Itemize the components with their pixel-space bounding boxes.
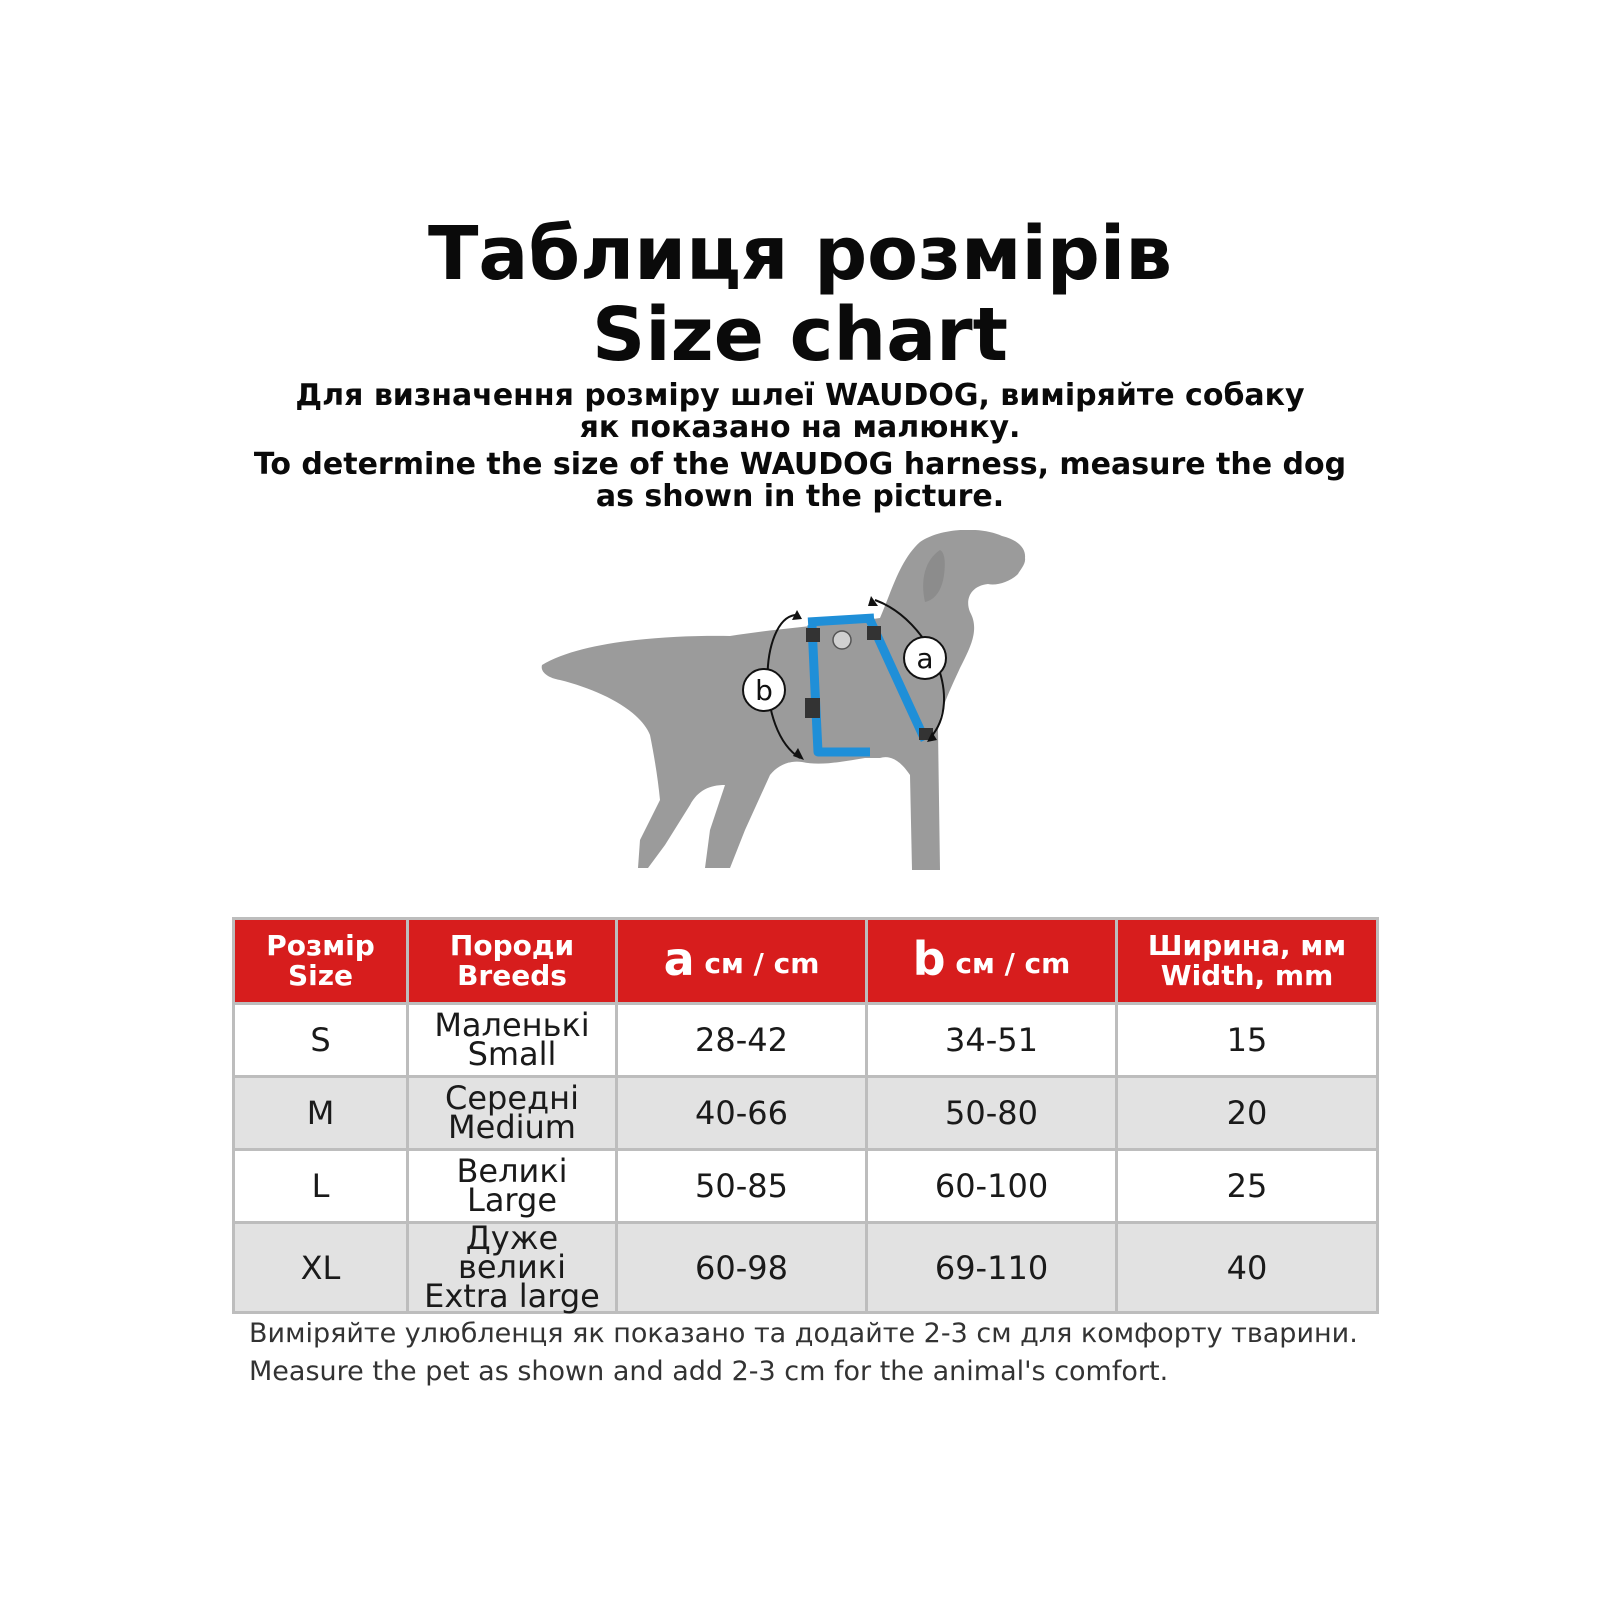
header-size-ua: Розмір <box>266 929 375 962</box>
width-cell: 40 <box>1117 1223 1378 1313</box>
label-b-text: b <box>755 674 773 707</box>
buckle-icon <box>806 628 820 642</box>
footnote-en: Measure the pet as shown and add 2-3 cm for the animal's comfort. <box>249 1356 1169 1387</box>
breed-ua: Великі <box>456 1152 568 1190</box>
b-cell: 34-51 <box>867 1004 1117 1077</box>
instructions-ua-line-1: Для визначення розміру шлеї WAUDOG, виміряйте собаку <box>295 378 1305 413</box>
width-cell: 25 <box>1117 1150 1378 1223</box>
header-width-en: Width, mm <box>1160 959 1334 992</box>
b-cell: 60-100 <box>867 1150 1117 1223</box>
page-title: Таблиця розмірів <box>427 211 1173 297</box>
breed-en: Medium <box>448 1108 576 1146</box>
table-row <box>234 1077 1378 1150</box>
size-cell: M <box>234 1077 408 1150</box>
breed-en: Large <box>466 1181 558 1219</box>
breed-en: Small <box>467 1035 557 1073</box>
dog-measurement-diagram <box>540 530 1040 875</box>
page-title-en: Size chart <box>591 292 1009 378</box>
buckle-icon <box>805 698 820 718</box>
buckle-icon <box>867 626 881 640</box>
size-table <box>232 917 1379 1314</box>
header-a-letter: a <box>663 931 695 986</box>
header-width-ua: Ширина, мм <box>1147 929 1347 962</box>
header-size-en: Size <box>287 959 354 992</box>
breed-cell <box>408 1077 617 1150</box>
instructions-ua-line-2: як показано на малюнку. <box>579 410 1021 445</box>
width-cell: 15 <box>1117 1004 1378 1077</box>
header-b-letter: b <box>912 931 946 986</box>
instructions-ua <box>0 380 1600 444</box>
header-breeds-en: Breeds <box>457 959 567 992</box>
instructions-en-line-1: To determine the size of the WAUDOG harness, measure the dog <box>253 447 1347 482</box>
harness-tag-icon <box>833 631 851 649</box>
breed-cell <box>408 1150 617 1223</box>
breed-en: Extra large <box>424 1277 600 1315</box>
header-size <box>234 919 408 1004</box>
label-a <box>904 637 946 679</box>
label-a-text: a <box>916 642 934 675</box>
table-row <box>234 1223 1378 1313</box>
a-cell: 40-66 <box>617 1077 867 1150</box>
header-a-unit: см / cm <box>704 946 820 980</box>
size-cell: L <box>234 1150 408 1223</box>
header-a <box>617 919 867 1004</box>
breed-cell <box>408 1004 617 1077</box>
breed-cell <box>408 1219 617 1315</box>
width-cell: 20 <box>1117 1077 1378 1150</box>
instructions-en <box>0 449 1600 513</box>
footnote-ua: Виміряйте улюбленця як показано та додайте 2-3 см для комфорту тварини. <box>249 1318 1358 1349</box>
table-row <box>234 1150 1378 1223</box>
label-b <box>743 669 785 711</box>
a-cell: 60-98 <box>617 1223 867 1313</box>
breed-ua: Середні <box>445 1079 579 1117</box>
instructions-en-line-2: as shown in the picture. <box>595 479 1005 514</box>
table-row <box>234 1004 1378 1077</box>
size-cell: S <box>234 1004 408 1077</box>
breed-ua: Дуже великі <box>457 1219 566 1286</box>
size-cell: XL <box>234 1223 408 1313</box>
a-cell: 28-42 <box>617 1004 867 1077</box>
b-cell: 69-110 <box>867 1223 1117 1313</box>
harness-neck-strap <box>808 618 874 622</box>
header-width <box>1117 919 1378 1004</box>
table-header-row <box>234 919 1378 1004</box>
a-cell: 50-85 <box>617 1150 867 1223</box>
b-cell: 50-80 <box>867 1077 1117 1150</box>
header-b-unit: см / cm <box>955 946 1071 980</box>
header-b <box>867 919 1117 1004</box>
header-breeds-ua: Породи <box>449 929 575 962</box>
header-breeds <box>408 919 617 1004</box>
breed-ua: Маленькі <box>434 1006 590 1044</box>
